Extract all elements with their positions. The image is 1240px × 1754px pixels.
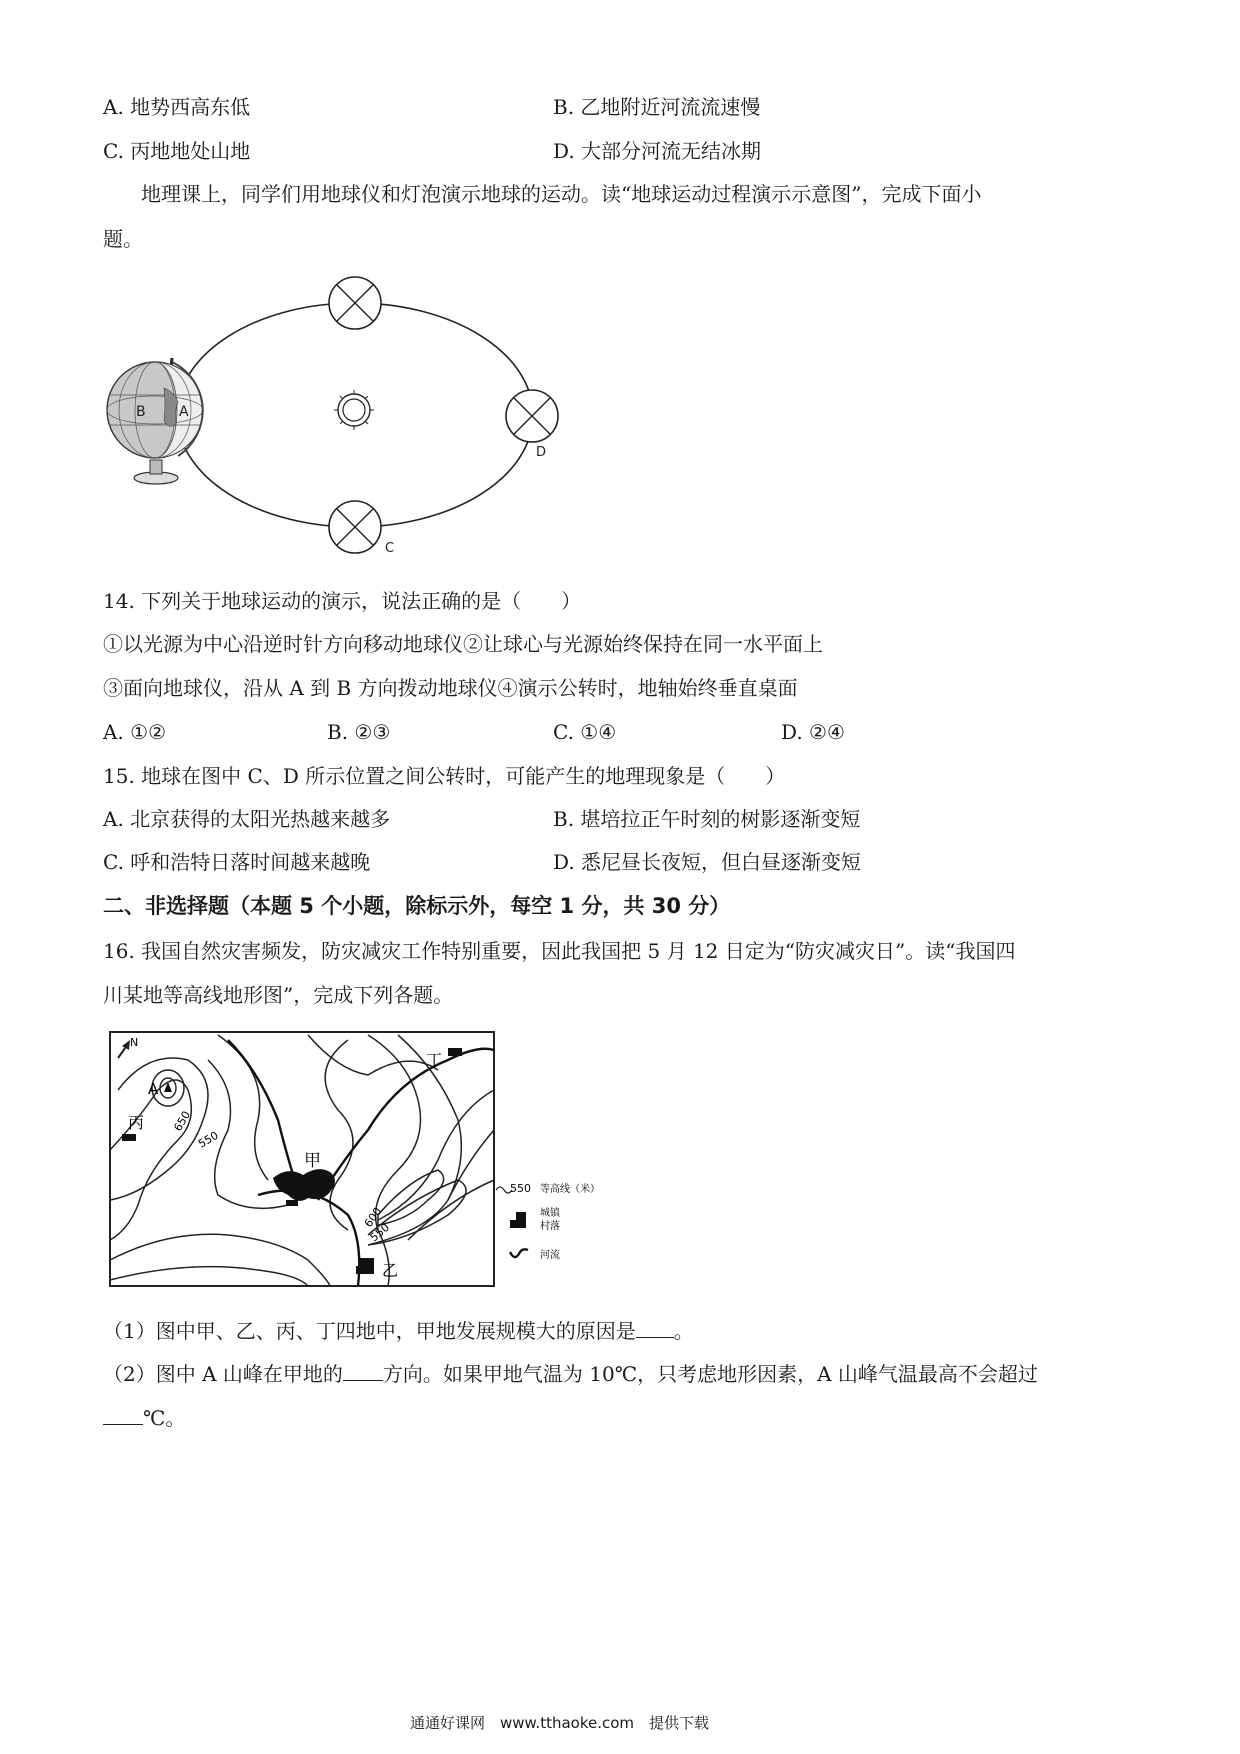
peak-label: A	[148, 1080, 159, 1098]
q14-statement-2: ③面向地球仪，沿从 A 到 B 方向拨动地球仪④演示公转时，地轴始终垂直桌面	[103, 676, 798, 700]
place-bing: 丙	[128, 1113, 145, 1132]
q16-stem-line-2: 川某地等高线地形图”，完成下列各题。	[103, 983, 454, 1007]
q16-sub2-prefix: （2）图中 A 山峰在甲地的	[103, 1362, 343, 1386]
globe-label-a: A	[179, 404, 189, 420]
q13-option-b: B. 乙地附近河流流速慢	[553, 95, 761, 119]
legend-river-icon	[510, 1249, 528, 1257]
q16-sub1-end: 。	[673, 1319, 694, 1343]
village-bing-marker	[122, 1134, 136, 1141]
q14-option-a: A. ①②	[103, 720, 167, 744]
q16-sub2-mid: 方向。如果甲地气温为 10℃，只考虑地形因素，A 山峰气温最高不会超过	[382, 1362, 1038, 1386]
elev-600: 600	[361, 1205, 385, 1230]
q16-sub2	[103, 1358, 1038, 1388]
place-jia: 甲	[304, 1151, 321, 1171]
map-legend	[496, 1182, 600, 1261]
q16-sub2-blank-direction[interactable]	[343, 1358, 383, 1381]
globe-label-b: B	[136, 404, 146, 420]
legend-river-label: 河流	[540, 1250, 560, 1261]
q16-sub2-end: ℃。	[143, 1406, 186, 1430]
page-footer: 通通好课网 www.tthaoke.com 提供下载	[410, 1714, 710, 1732]
elev-550-west: 550	[196, 1128, 221, 1151]
q14-option-c: C. ①④	[553, 720, 617, 744]
place-ding: 丁	[426, 1051, 443, 1070]
q13-option-a: A. 地势西高东低	[103, 95, 251, 119]
legend-town-line1: 城镇	[540, 1208, 560, 1219]
intro-line-1: 地理课上，同学们用地球仪和灯泡演示地球的运动。读“地球运动过程演示示意图”，完成下面小	[141, 182, 982, 206]
q13-option-c: C. 丙地地处山地	[103, 139, 251, 163]
legend-town-icon	[510, 1212, 526, 1228]
orbit-label-d: D	[536, 445, 547, 460]
intro-line-2: 题。	[103, 227, 143, 251]
village-ding-marker	[448, 1048, 462, 1056]
earth-d-icon	[506, 390, 558, 442]
q14-statement-1: ①以光源为中心沿逆时针方向移动地球仪②让球心与光源始终保持在同一水平面上	[103, 632, 823, 656]
village-jia-marker	[286, 1200, 298, 1206]
q15-stem: 15. 地球在图中 C、D 所示位置之间公转时，可能产生的地理现象是（ ）	[103, 764, 786, 788]
orbit-label-c: C	[385, 541, 395, 556]
q16-sub2-line2	[103, 1402, 185, 1432]
place-yi: 乙	[382, 1261, 399, 1280]
legend-town-line2: 村落	[540, 1221, 560, 1232]
elev-650: 650	[171, 1108, 194, 1134]
q14-option-d: D. ②④	[781, 720, 845, 744]
sun-icon	[334, 390, 374, 430]
q14-option-b: B. ②③	[327, 720, 391, 744]
q15-option-a: A. 北京获得的太阳光热越来越多	[103, 807, 391, 831]
earth-top-icon	[329, 277, 381, 329]
legend-contour-value: 550	[510, 1182, 531, 1195]
section-2-title: 二、非选择题（本题 5 个小题，除标示外，每空 1 分，共 30 分）	[103, 894, 731, 918]
north-label: N	[130, 1036, 139, 1049]
earth-c-icon	[329, 501, 381, 553]
q15-option-c: C. 呼和浩特日落时间越来越晚	[103, 850, 371, 874]
elev-550-east: 550	[367, 1220, 393, 1245]
q16-sub1-text: （1）图中甲、乙、丙、丁四地中，甲地发展规模大的原因是	[103, 1319, 636, 1343]
legend-contour-label: 等高线（米）	[540, 1184, 600, 1195]
q16-stem-line-1: 16. 我国自然灾害频发，防灾减灾工作特别重要，因此我国把 5 月 12 日定为“防灾减灾日”。读“我国四	[103, 939, 1016, 963]
contour-map	[108, 1030, 608, 1290]
q16-sub2-blank-temperature[interactable]	[103, 1402, 143, 1425]
earth-orbit-diagram	[100, 270, 560, 560]
q14-stem: 14. 下列关于地球运动的演示，说法正确的是（ ）	[103, 589, 582, 613]
q13-option-d: D. 大部分河流无结冰期	[553, 139, 762, 163]
q16-sub1	[103, 1315, 694, 1345]
q15-option-b: B. 堪培拉正午时刻的树影逐渐变短	[553, 807, 861, 831]
q16-sub1-blank[interactable]	[636, 1315, 674, 1338]
globe-icon	[107, 358, 203, 484]
q15-option-d: D. 悉尼昼长夜短，但白昼逐渐变短	[553, 850, 862, 874]
